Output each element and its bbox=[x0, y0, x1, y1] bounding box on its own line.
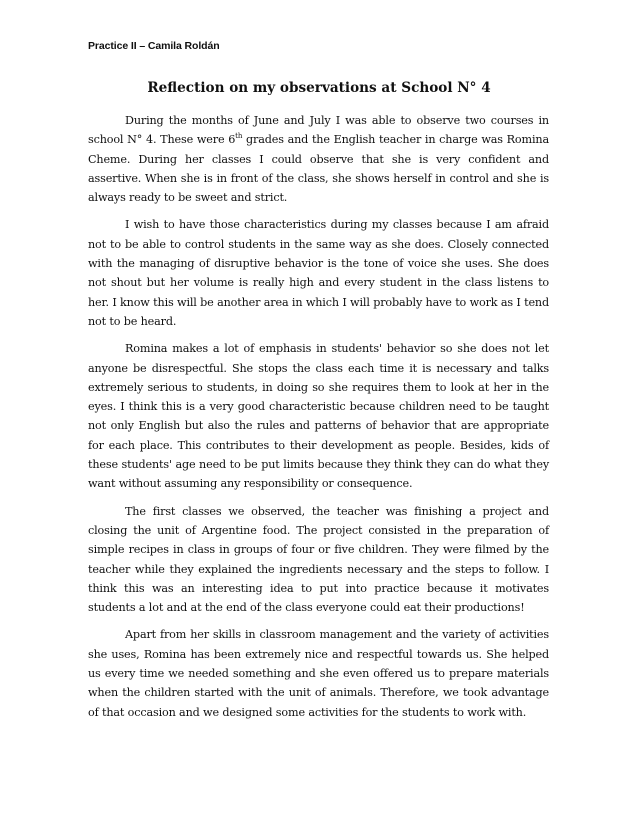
ordinal-suffix: th bbox=[235, 132, 243, 141]
paragraph-1 bbox=[88, 111, 549, 207]
document-body bbox=[88, 111, 549, 730]
running-header: Practice II – Camila Roldán bbox=[88, 40, 220, 52]
paragraph-3: Romina makes a lot of emphasis in students' behavior so she does not let anyone be disrespectful. She stops the class each time it is necessary and talks extremely serious to students, in doing so she requires them to look at her in the eyes. I think this is a very good characteristic because children need to be taught not only English but also the rules and patterns of behavior that are appropriate for each place. This contributes to their development as people. Besides, kids of these students' age need to be put limits because they think they can do what they want without assuming any responsibility or consequence. bbox=[88, 342, 549, 491]
paragraph-4: The first classes we observed, the teacher was finishing a project and closing the unit of Argentine food. The project consisted in the preparation of simple recipes in class in groups of four or five children. They were filmed by the teacher while they explained the ingredients necessary and the steps to follow. I think this was an interesting idea to put into practice because it motivates students a lot and at the end of the class everyone could eat their productions! bbox=[88, 504, 549, 615]
paragraph-2: I wish to have those characteristics during my classes because I am afraid not to be able to control students in the same way as she does. Closely connected with the managing of disruptive behavior is the tone of voice she uses. She does not shout but her volume is really high and every student in the class listens to her. I know this will be another area in which I will probably have to work as I tend not to be heard. bbox=[88, 218, 549, 328]
paragraph-1-text-end: grades and the English teacher in charge was Romina Cheme. During her classes I could observe that she is very confident and assertive. When she is in front of the class, she shows herself in control and she is always ready to be sweet and strict. bbox=[88, 133, 549, 205]
paragraph-1-text-start: During the months of June and July I was able to observe two courses in school N° 4. These were 6 bbox=[88, 114, 549, 147]
paragraph-5: Apart from her skills in classroom management and the variety of activities she uses, Romina has been extremely nice and respectful towards us. She helped us every time we needed something and she even offered us to prepare materials when the children started with the unit of animals. Therefore, we took advantage of that occasion and we designed some activities for the students to work with. bbox=[88, 628, 549, 719]
document-title: Reflection on my observations at School N° 4 bbox=[147, 80, 491, 96]
